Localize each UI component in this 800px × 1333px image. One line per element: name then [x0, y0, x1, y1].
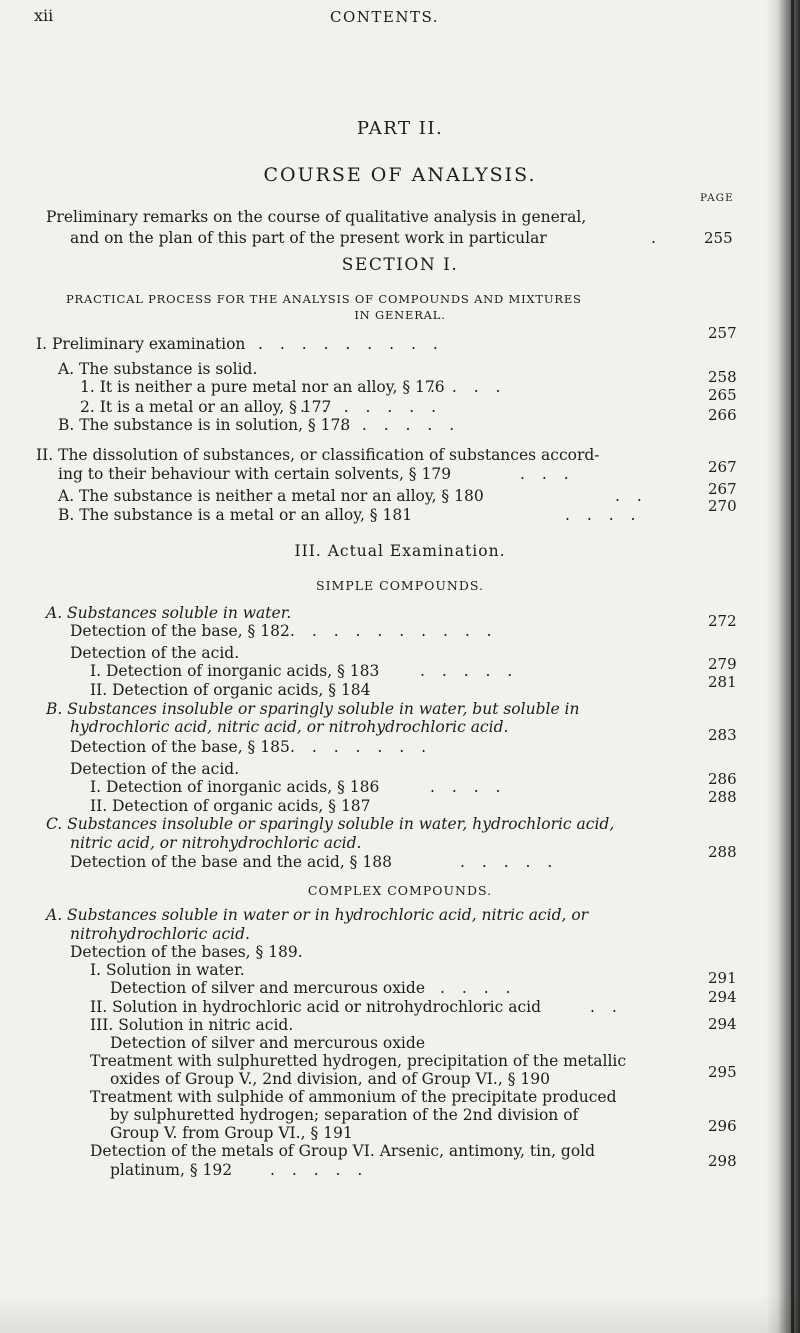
folio-number: xii — [34, 6, 54, 25]
simple-a-organic: II. Detection of organic acids, § 184 — [90, 681, 371, 699]
complex-silver-2: Detection of silver and mercurous oxide — [110, 1034, 425, 1052]
dissolution-b: B. The substance is a metal or an alloy, § 181 — [58, 506, 413, 524]
simple-b-base: Detection of the base, § 185 — [70, 738, 290, 756]
complex-silver-2-page: 294 — [708, 1015, 737, 1033]
complex-a-line-1: A. Substances soluble in water or in hydrochloric acid, nitric acid, or — [46, 906, 589, 924]
prelim-a: A. The substance is solid. — [58, 360, 258, 378]
simple-a-organic-page: 281 — [708, 673, 737, 691]
book-page: xii CONTENTS. PART II. COURSE OF ANALYSIS. PAGE Preliminary remarks on the course of qualitative analysis in general, and on the plan of this part of the present work in particular . 255 SECTION I. PRACTICAL PROCESS FOR THE ANALYSIS OF COMPOUNDS AND MIXTURES IN GENERAL. I. Preliminary examination . . . . . . . . . 257 A. The substance is solid. 1. It is neither a pure metal nor an alloy, § 176 . . . . 258 2. It is a metal or an alloy, § 177 . . . . . . . 265 B. The substance is in solution, § 178 . . . . . . 266 II. The dissolution of substances, or classification of substances accord- ing to their behaviour with certain solvents, § 179 . . . 267 A. The substance is neither a metal nor an alloy, § 180 . . 267 B. The substance is a metal or an alloy, § 181 . . . . 270 III. Actual Examination. SIMPLE COMPOUNDS. A. Substances soluble in water. 272 Detection of the base, § 182 . . . . . . . . . . Detection of the acid. I. Detection of inorganic acids, § 183 . . . . . 279 II. Detection of organic acids, § 184 281 B. Substances insoluble or sparingly soluble in water, but soluble in hydrochloric acid, nitric acid, or nitrohydrochloric acid. Detection of the base, § 185 . . . . . . . 283 Detection of the acid. I. Detection of inorganic acids, § 186 . . . . 286 II. Detection of organic acids, § 187 288 C. Substances insoluble or sparingly soluble in water, hydrochloric acid, nitric acid, or nitrohydrochloric acid. Detection of the base and the acid, § 188 . . . . . 288 COMPLEX COMPOUNDS. A. Substances soluble in water or in hydrochloric acid, nitric acid, or nitrohydrochloric acid. Detection of the bases, § 189. I. Solution in water. Detection of silver and mercurous oxide . . . . 291 II. Solution in hydrochloric acid or nitrohydrochloric acid . . 294 III. Solution in nitric acid. Detection of silver and mercurous oxide 294 Treatment with sulphuretted hydrogen, precipitation of the metallic oxides of Group V., 2nd division, and of Group VI., § 190 295 Treatment with sulphide of ammonium of the precipitate produced by sulphuretted hydrogen; separation of the 2nd division of Group V. from Group VI., § 191 296 Detection of the metals of Group VI. Arsenic, antimony, tin, gold platinum, § 192 . . . . . 298 — [0, 0, 800, 1333]
dissolution-a-page: 267 — [708, 480, 737, 498]
bottom-shade — [0, 1293, 800, 1333]
prelim-a2-page: 265 — [708, 386, 737, 404]
simple-c-page: 288 — [708, 843, 737, 861]
prelim-a1: 1. It is neither a pure metal nor an alloy, § 176 — [80, 378, 445, 396]
dissolution-line-1: II. The dissolution of substances, or classification of substances accord- — [36, 446, 600, 464]
simple-c-line-2: nitric acid, or nitrohydrochloric acid. — [70, 834, 362, 852]
simple-a-inorganic: I. Detection of inorganic acids, § 183 — [90, 662, 380, 680]
complex-compounds-heading: COMPLEX COMPOUNDS. — [307, 883, 493, 898]
simple-b-inorganic-page: 286 — [708, 770, 737, 788]
section-heading-1: PRACTICAL PROCESS FOR THE ANALYSIS OF COMPOUNDS AND MIXTURES — [66, 292, 582, 306]
prelim-a2: 2. It is a metal or an alloy, § 177 — [80, 398, 332, 416]
simple-a-base: Detection of the base, § 182 — [70, 622, 290, 640]
prelim-b: B. The substance is in solution, § 178 — [58, 416, 351, 434]
complex-treatment-2-line-3: Group V. from Group VI., § 191 — [110, 1124, 353, 1142]
complex-treatment-1-line-1: Treatment with sulphuretted hydrogen, precipitation of the metallic — [90, 1052, 627, 1070]
complex-solution-hcl: II. Solution in hydrochloric acid or nitrohydrochloric acid — [90, 998, 542, 1016]
simple-c-base-acid: Detection of the base and the acid, § 188 — [70, 853, 392, 871]
part-title: PART II. — [356, 118, 444, 139]
complex-treatment-2-line-2: by sulphuretted hydrogen; separation of the 2nd division of — [110, 1106, 579, 1124]
complex-silver-1: Detection of silver and mercurous oxide — [110, 979, 425, 997]
complex-solution-nitric: III. Solution in nitric acid. — [90, 1016, 294, 1034]
simple-compounds-heading: SIMPLE COMPOUNDS. — [316, 578, 484, 593]
complex-solution-water: I. Solution in water. — [90, 961, 245, 979]
dissolution-line-2: ing to their behaviour with certain solvents, § 179 — [58, 465, 452, 483]
prelim-a1-page: 258 — [708, 368, 737, 386]
complex-bases: Detection of the bases, § 189. — [70, 943, 303, 961]
simple-b-line-1: B. Substances insoluble or sparingly soluble in water, but soluble in — [46, 700, 580, 718]
course-title: COURSE OF ANALYSIS. — [263, 164, 537, 186]
simple-a-title-page: 272 — [708, 612, 737, 630]
simple-c-line-1: C. Substances insoluble or sparingly soluble in water, hydrochloric acid, — [46, 815, 615, 833]
complex-treatment-1-page: 295 — [708, 1063, 737, 1081]
prelim-b-page: 266 — [708, 406, 737, 424]
prelim-page: 257 — [708, 324, 737, 342]
page-edge-shadow — [766, 0, 800, 1333]
complex-detection-page: 298 — [708, 1152, 737, 1170]
complex-treatment-1-line-2: oxides of Group V., 2nd division, and of Group VI., § 190 — [110, 1070, 550, 1088]
section-title: SECTION I. — [341, 255, 459, 275]
simple-a-inorganic-page: 279 — [708, 655, 737, 673]
page-column-label: PAGE — [700, 192, 734, 204]
actual-examination-title: III. Actual Examination. — [294, 542, 506, 560]
simple-b-acid: Detection of the acid. — [70, 760, 240, 778]
complex-detection-line-1: Detection of the metals of Group VI. Arsenic, antimony, tin, gold — [90, 1142, 596, 1160]
intro-line-2: and on the plan of this part of the present work in particular — [70, 229, 547, 247]
simple-a-title: A. Substances soluble in water. — [46, 604, 292, 622]
section-heading-2: IN GENERAL. — [354, 308, 446, 322]
dissolution-page: 267 — [708, 458, 737, 476]
simple-b-line-2: hydrochloric acid, nitric acid, or nitrohydrochloric acid. — [70, 718, 509, 736]
simple-a-acid: Detection of the acid. — [70, 644, 240, 662]
simple-b-inorganic: I. Detection of inorganic acids, § 186 — [90, 778, 380, 796]
prelim-item: I. Preliminary examination — [36, 335, 246, 353]
dissolution-b-page: 270 — [708, 497, 737, 515]
dissolution-a: A. The substance is neither a metal nor an alloy, § 180 — [58, 487, 484, 505]
intro-line-1: Preliminary remarks on the course of qualitative analysis in general, — [46, 208, 587, 226]
complex-solution-hcl-page: 294 — [708, 988, 737, 1006]
simple-b-base-page: 283 — [708, 726, 737, 744]
complex-silver-1-page: 291 — [708, 969, 737, 987]
binding-stripe — [791, 0, 794, 1333]
complex-a-line-2: nitrohydrochloric acid. — [70, 925, 250, 943]
complex-treatment-2-line-1: Treatment with sulphide of ammonium of the precipitate produced — [90, 1088, 617, 1106]
simple-b-organic: II. Detection of organic acids, § 187 — [90, 797, 371, 815]
running-head: CONTENTS. — [330, 8, 439, 26]
complex-treatment-2-page: 296 — [708, 1117, 737, 1135]
intro-page: 255 — [704, 229, 733, 247]
complex-detection-line-2: platinum, § 192 — [110, 1161, 233, 1179]
simple-b-organic-page: 288 — [708, 788, 737, 806]
